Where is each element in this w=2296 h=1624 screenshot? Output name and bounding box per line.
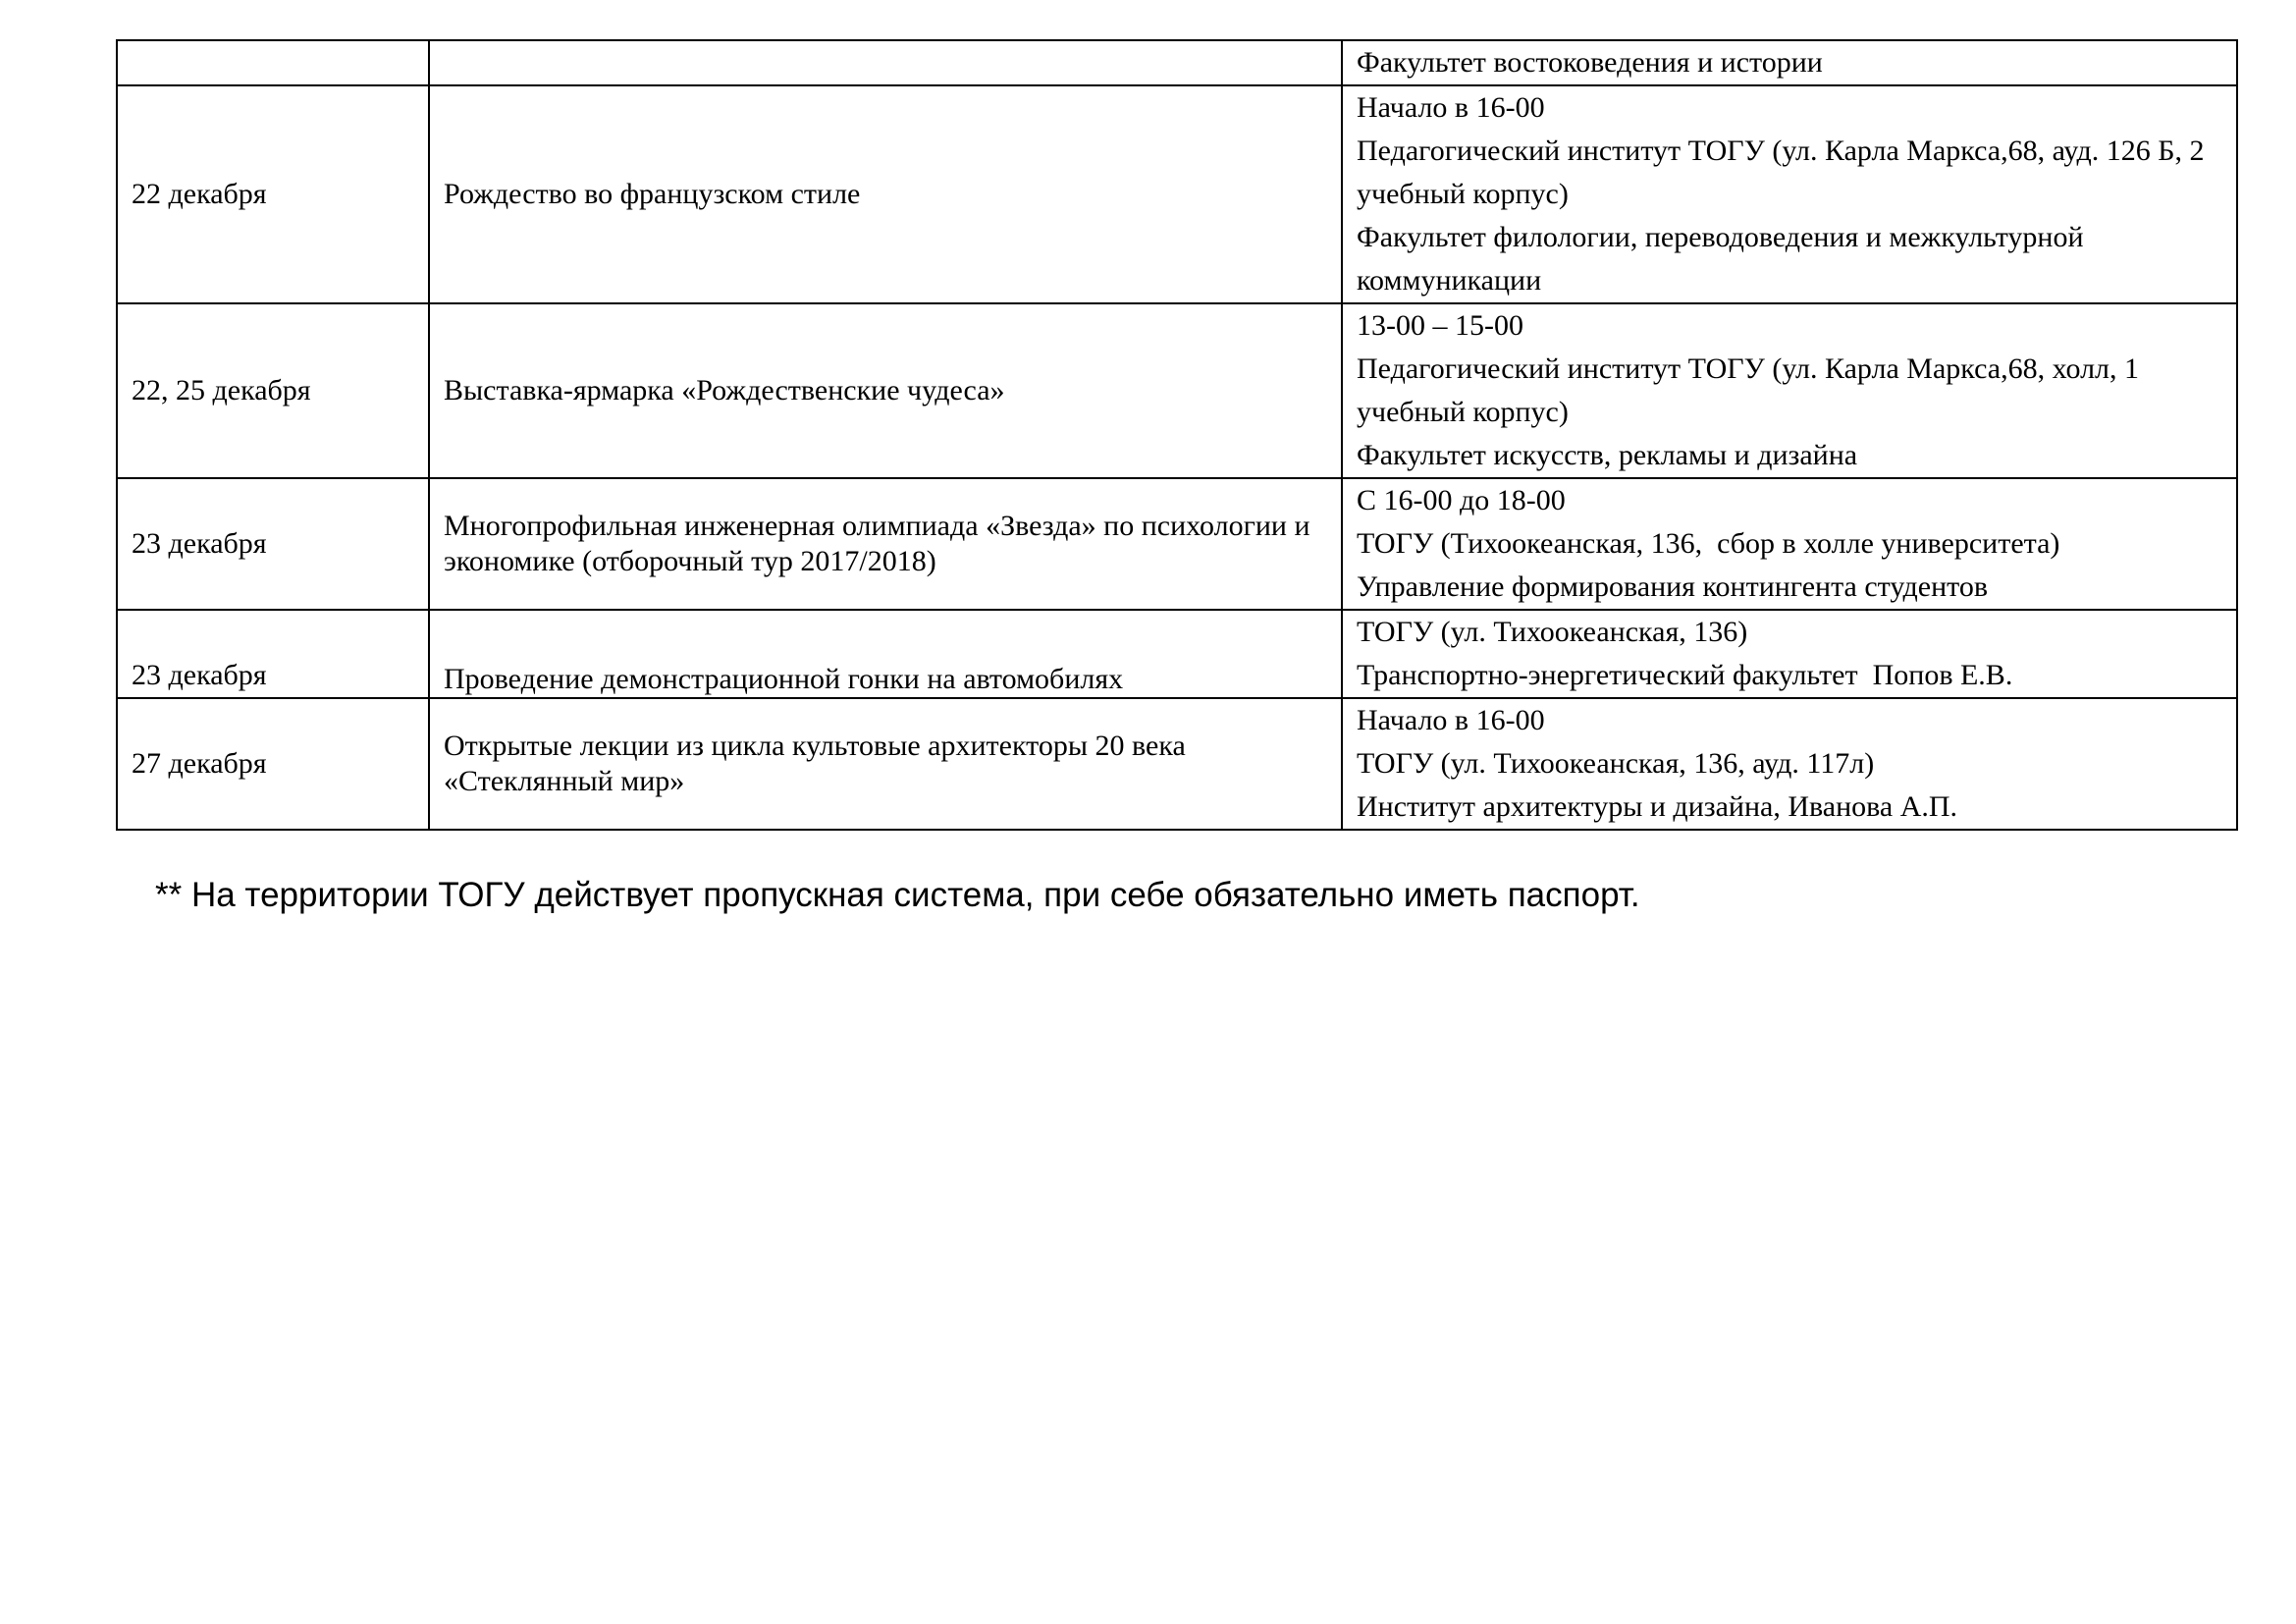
detail-line: 13-00 – 15-00 [1357,309,1523,342]
detail-line: ТОГУ (Тихоокеанская, 136, сбор в холле университета) [1357,527,2060,560]
event-details [1342,85,2237,303]
event-details [1342,610,2237,698]
detail-line: Педагогический институт ТОГУ (ул. Карла Маркса,68, холл, 1 учебный корпус) [1357,352,2147,428]
table-row [117,610,2237,698]
detail-line: Факультет филологии, переводоведения и межкультурной коммуникации [1357,221,2092,297]
detail-line: Транспортно-энергетический факультет Попов Е.В. [1357,659,2013,691]
event-date [117,40,429,85]
schedule-table [116,39,2238,831]
event-title: Рождество во французском стиле [429,85,1342,303]
detail-line: Начало в 16-00 [1357,91,1545,124]
detail-line: С 16-00 до 18-00 [1357,484,1566,516]
event-details [1342,698,2237,830]
table-row [117,478,2237,610]
event-date: 22, 25 декабря [117,303,429,478]
table-row [117,698,2237,830]
detail-line: ТОГУ (ул. Тихоокеанская, 136) [1357,616,1748,648]
detail-line: Начало в 16-00 [1357,704,1545,736]
event-title: Проведение демонстрационной гонки на автомобилях [429,610,1342,698]
event-title: Выставка-ярмарка «Рождественские чудеса» [429,303,1342,478]
event-date: 23 декабря [117,610,429,698]
detail-line: Факультет искусств, рекламы и дизайна [1357,439,1858,471]
footnote: ** На территории ТОГУ действует пропускная система, при себе обязательно иметь паспорт. [155,876,1640,914]
event-date: 27 декабря [117,698,429,830]
event-details [1342,303,2237,478]
detail-line: Факультет востоковедения и истории [1357,46,1823,79]
event-title: Открытые лекции из цикла культовые архитекторы 20 века «Стеклянный мир» [429,698,1342,830]
detail-line: ТОГУ (ул. Тихоокеанская, 136, ауд. 117л) [1357,747,1875,780]
detail-line: Управление формирования контингента студентов [1357,570,1989,603]
event-details [1342,40,2237,85]
event-date: 23 декабря [117,478,429,610]
event-details [1342,478,2237,610]
table-row [117,85,2237,303]
event-date: 22 декабря [117,85,429,303]
table-row [117,303,2237,478]
event-title [429,40,1342,85]
table-row [117,40,2237,85]
detail-line: Институт архитектуры и дизайна, Иванова А.П. [1357,790,1958,823]
event-title: Многопрофильная инженерная олимпиада «Звезда» по психологии и экономике (отборочный тур 2017/2018) [429,478,1342,610]
detail-line: Педагогический институт ТОГУ (ул. Карла Маркса,68, ауд. 126 Б, 2 учебный корпус) [1357,135,2212,210]
